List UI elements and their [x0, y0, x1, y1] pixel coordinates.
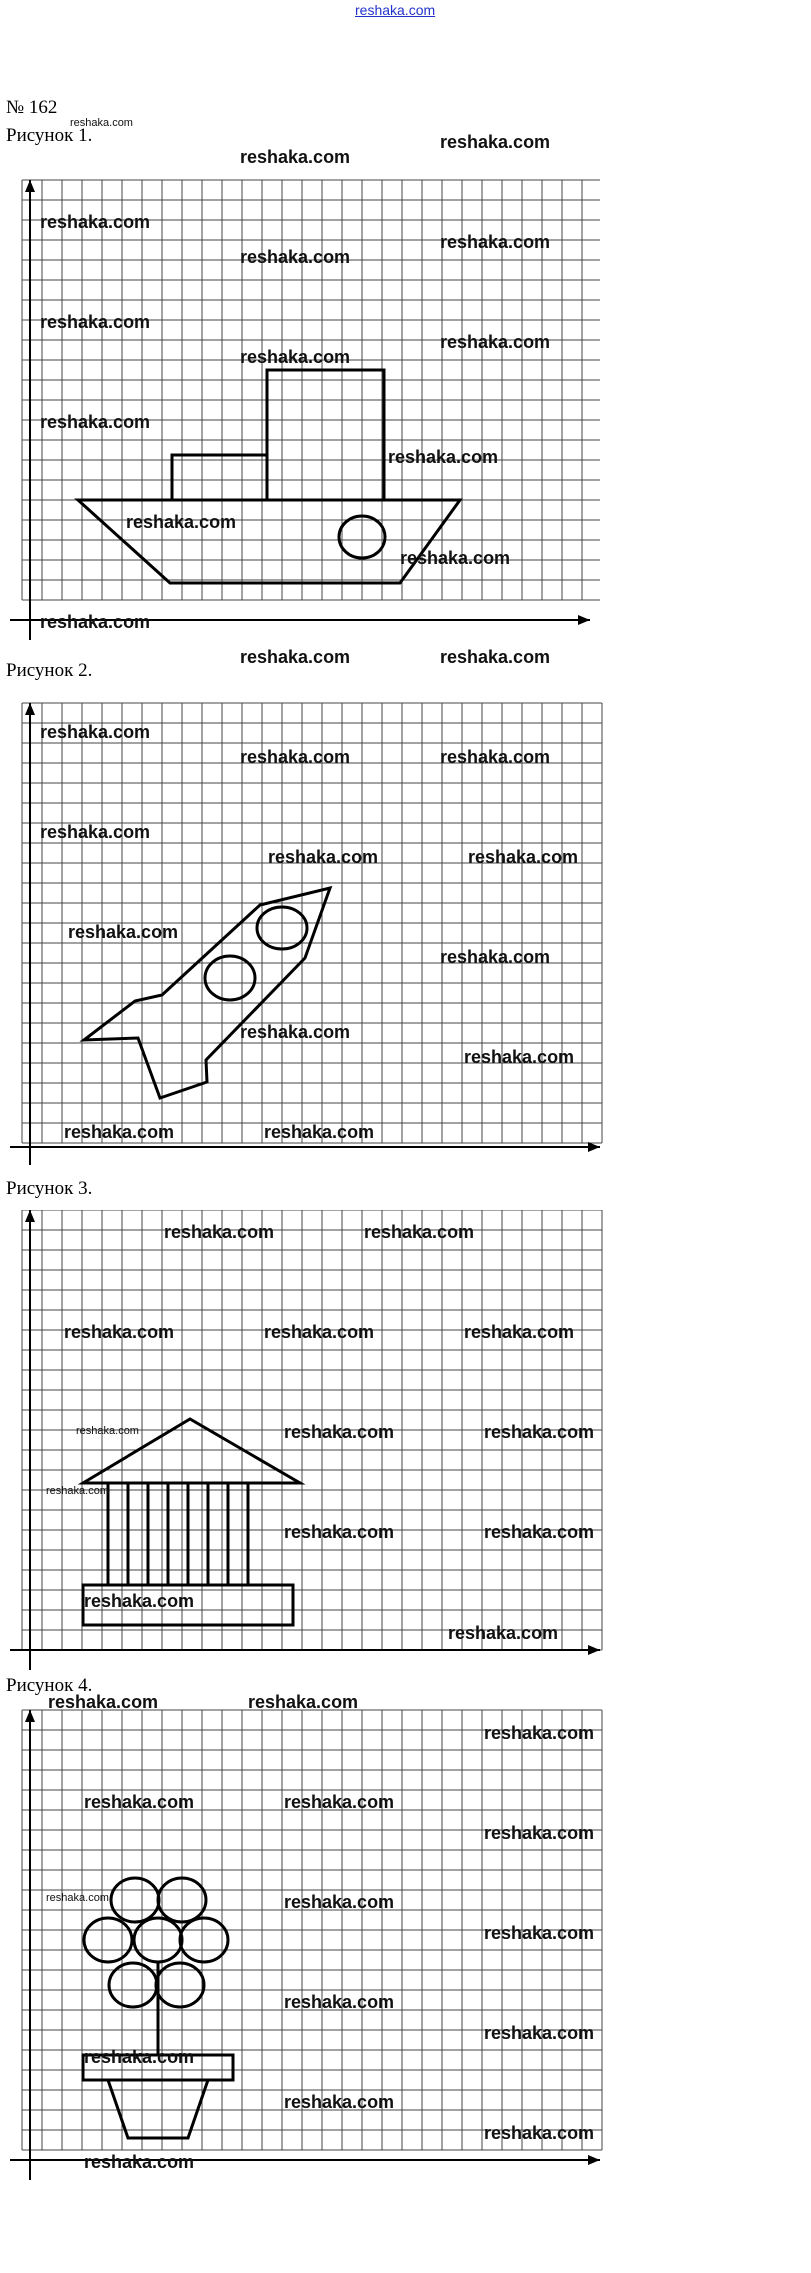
watermark: reshaka.com — [64, 1122, 175, 1142]
watermark: reshaka.com — [440, 647, 551, 667]
y-axis-arrow — [25, 703, 35, 715]
watermark: reshaka.com — [284, 1522, 395, 1542]
watermark: reshaka.com — [284, 1992, 395, 2012]
watermark: reshaka.com — [464, 1047, 575, 1067]
watermark: reshaka.com — [284, 2092, 395, 2112]
watermark: reshaka.com — [76, 1425, 139, 1437]
watermark: reshaka.com — [40, 822, 151, 842]
watermark: reshaka.com — [64, 1322, 175, 1342]
x-axis-arrow — [578, 615, 590, 625]
site-link[interactable]: reshaka.com — [355, 2, 436, 18]
watermark: reshaka.com — [284, 1422, 395, 1442]
watermark: reshaka.com — [400, 548, 511, 568]
y-axis-arrow — [25, 1210, 35, 1222]
watermark: reshaka.com — [46, 1485, 109, 1497]
watermark: reshaka.com — [264, 1122, 375, 1142]
flower-petal — [111, 1878, 159, 1922]
watermark: reshaka.com — [484, 1923, 595, 1943]
flower-petal — [134, 1918, 182, 1962]
watermark: reshaka.com — [40, 212, 151, 232]
watermark: reshaka.com — [240, 1022, 351, 1042]
watermark: reshaka.com — [70, 117, 133, 129]
watermark: reshaka.com — [84, 1792, 195, 1812]
y-axis-arrow — [25, 1710, 35, 1722]
watermark: reshaka.com — [468, 847, 579, 867]
figure-1-caption: Рисунок 1. — [6, 125, 93, 146]
watermark: reshaka.com — [484, 2023, 595, 2043]
watermark: reshaka.com — [388, 447, 499, 467]
watermark: reshaka.com — [84, 2047, 195, 2067]
figure-4-caption: Рисунок 4. — [6, 1675, 93, 1696]
watermark: reshaka.com — [440, 332, 551, 352]
figure-2-caption: Рисунок 2. — [6, 660, 93, 681]
watermark: reshaka.com — [448, 1623, 559, 1643]
watermark: reshaka.com — [268, 847, 379, 867]
watermark: reshaka.com — [46, 1892, 109, 1904]
problem-number: № 162 — [6, 97, 58, 118]
flower-petal — [180, 1918, 228, 1962]
watermark: reshaka.com — [84, 2152, 195, 2172]
watermark: reshaka.com — [264, 1322, 375, 1342]
watermark: reshaka.com — [484, 1823, 595, 1843]
watermark: reshaka.com — [284, 1792, 395, 1812]
watermark: reshaka.com — [240, 647, 351, 667]
watermark: reshaka.com — [440, 232, 551, 252]
flower-petal — [84, 1918, 132, 1962]
watermark: reshaka.com — [68, 922, 179, 942]
watermark: reshaka.com — [240, 147, 351, 167]
watermark: reshaka.com — [284, 1892, 395, 1912]
watermark: reshaka.com — [40, 722, 151, 742]
watermark: reshaka.com — [84, 1591, 195, 1611]
x-axis-arrow — [588, 1645, 600, 1655]
watermark: reshaka.com — [484, 1422, 595, 1442]
figure-3-caption: Рисунок 3. — [6, 1178, 93, 1199]
watermark: reshaka.com — [40, 312, 151, 332]
watermark: reshaka.com — [440, 132, 551, 152]
watermark: reshaka.com — [440, 947, 551, 967]
watermark: reshaka.com — [164, 1222, 275, 1242]
watermark: reshaka.com — [48, 1692, 159, 1712]
y-axis-arrow — [25, 180, 35, 192]
watermark: reshaka.com — [248, 1692, 359, 1712]
rocket-body — [84, 888, 330, 1098]
watermark: reshaka.com — [240, 247, 351, 267]
watermark: reshaka.com — [240, 347, 351, 367]
watermark: reshaka.com — [40, 412, 151, 432]
watermark: reshaka.com — [240, 747, 351, 767]
watermark: reshaka.com — [440, 747, 551, 767]
watermark: reshaka.com — [40, 612, 151, 632]
x-axis-arrow — [588, 2155, 600, 2165]
ship-small-cabin — [172, 455, 267, 500]
watermark: reshaka.com — [484, 2123, 595, 2143]
watermark: reshaka.com — [484, 1723, 595, 1743]
watermark: reshaka.com — [464, 1322, 575, 1342]
watermark: reshaka.com — [364, 1222, 475, 1242]
watermark: reshaka.com — [126, 512, 237, 532]
flower-pot-body — [108, 2080, 208, 2138]
watermark: reshaka.com — [484, 1522, 595, 1542]
